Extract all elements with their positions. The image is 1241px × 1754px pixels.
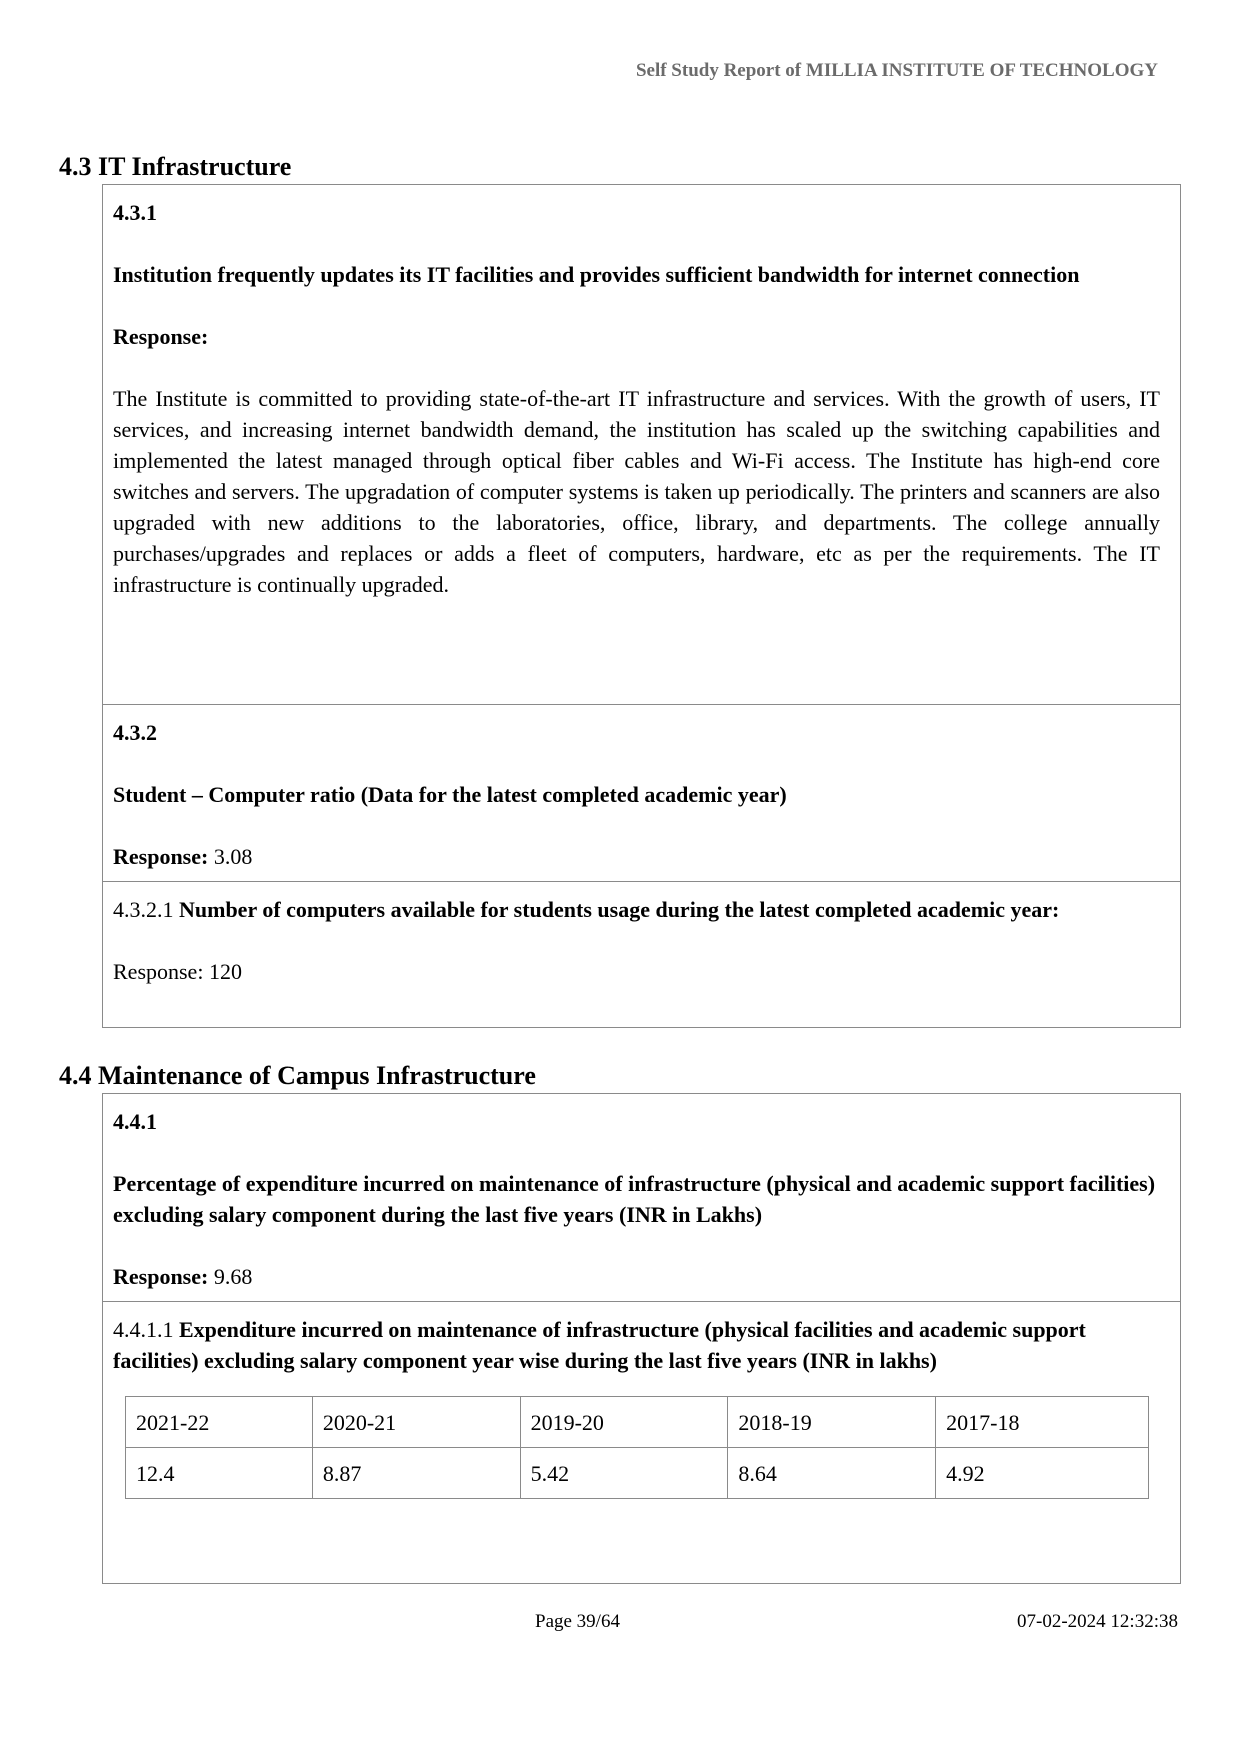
table-cell: 8.64 <box>728 1448 936 1499</box>
section-heading-4-4: 4.4 Maintenance of Campus Infrastructure <box>59 1061 536 1090</box>
metric-4-3-2 <box>103 705 1180 882</box>
table-cell: 12.4 <box>126 1448 313 1499</box>
table-header-cell: 2017-18 <box>936 1397 1149 1448</box>
metric-4-4-1-1 <box>103 1302 1180 1583</box>
table-cell: 4.92 <box>936 1448 1149 1499</box>
expenditure-table <box>125 1396 1149 1499</box>
table-cell: 8.87 <box>312 1448 520 1499</box>
table-header-cell: 2021-22 <box>126 1397 313 1448</box>
response-label: Response: <box>113 844 209 869</box>
response-label: Response: <box>113 324 209 349</box>
response-value: 3.08 <box>208 844 253 869</box>
metric-question: Number of computers available for students usage during the latest completed academic year: <box>179 897 1060 922</box>
metric-question-line <box>113 894 1160 925</box>
section-box-4-4 <box>102 1093 1181 1584</box>
metric-question: Student – Computer ratio (Data for the latest completed academic year) <box>113 782 787 807</box>
metric-4-4-1 <box>103 1094 1180 1302</box>
metric-question: Expenditure incurred on maintenance of infrastructure (physical facilities and academic support facilities) excluding salary component year wise during the last five years (INR in lakhs) <box>113 1317 1086 1373</box>
response-text: The Institute is committed to providing state-of-the-art IT infrastructure and services. With the growth of users, IT services, and increasing internet bandwidth demand, the institution has scaled up the switching capabilities and implemented the latest managed through optical fiber cables and Wi-Fi access. The Institute has high-end core switches and servers. The upgradation of computer systems is taken up periodically. The printers and scanners are also upgraded with new additions to the laboratories, office, library, and departments. The college annually purchases/upgrades and replaces or adds a fleet of computers, hardware, etc as per the requirements. The IT infrastructure is continually upgraded. <box>113 386 1160 597</box>
print-timestamp: 07-02-2024 12:32:38 <box>1017 1611 1178 1632</box>
metric-question: Percentage of expenditure incurred on maintenance of infrastructure (physical and academic support facilities) excluding salary component during the last five years (INR in Lakhs) <box>113 1171 1156 1227</box>
page-number: Page 39/64 <box>535 1611 620 1632</box>
metric-id: 4.4.1.1 <box>113 1317 174 1342</box>
table-header-cell: 2019-20 <box>520 1397 728 1448</box>
metric-id: 4.4.1 <box>113 1109 157 1134</box>
metric-id: 4.3.1 <box>113 200 157 225</box>
metric-4-3-2-1 <box>103 882 1180 1027</box>
metric-4-3-1 <box>103 185 1180 705</box>
table-header-cell: 2018-19 <box>728 1397 936 1448</box>
response-line: Response: 120 <box>113 959 242 984</box>
metric-question: Institution frequently updates its IT facilities and provides sufficient bandwidth for internet connection <box>113 262 1080 287</box>
table-cell: 5.42 <box>520 1448 728 1499</box>
response-line <box>113 1261 1160 1292</box>
metric-id: 4.3.2.1 <box>113 897 174 922</box>
running-header: Self Study Report of MILLIA INSTITUTE OF TECHNOLOGY <box>635 60 1158 81</box>
section-heading-4-3: 4.3 IT Infrastructure <box>59 152 292 181</box>
response-value: 9.68 <box>208 1264 253 1289</box>
metric-id: 4.3.2 <box>113 720 157 745</box>
metric-question-line <box>113 1314 1160 1376</box>
section-box-4-3 <box>102 184 1181 1028</box>
table-header-cell: 2020-21 <box>312 1397 520 1448</box>
table-row <box>126 1448 1149 1499</box>
response-line <box>113 841 1160 872</box>
table-header-row <box>126 1397 1149 1448</box>
response-label: Response: <box>113 1264 209 1289</box>
